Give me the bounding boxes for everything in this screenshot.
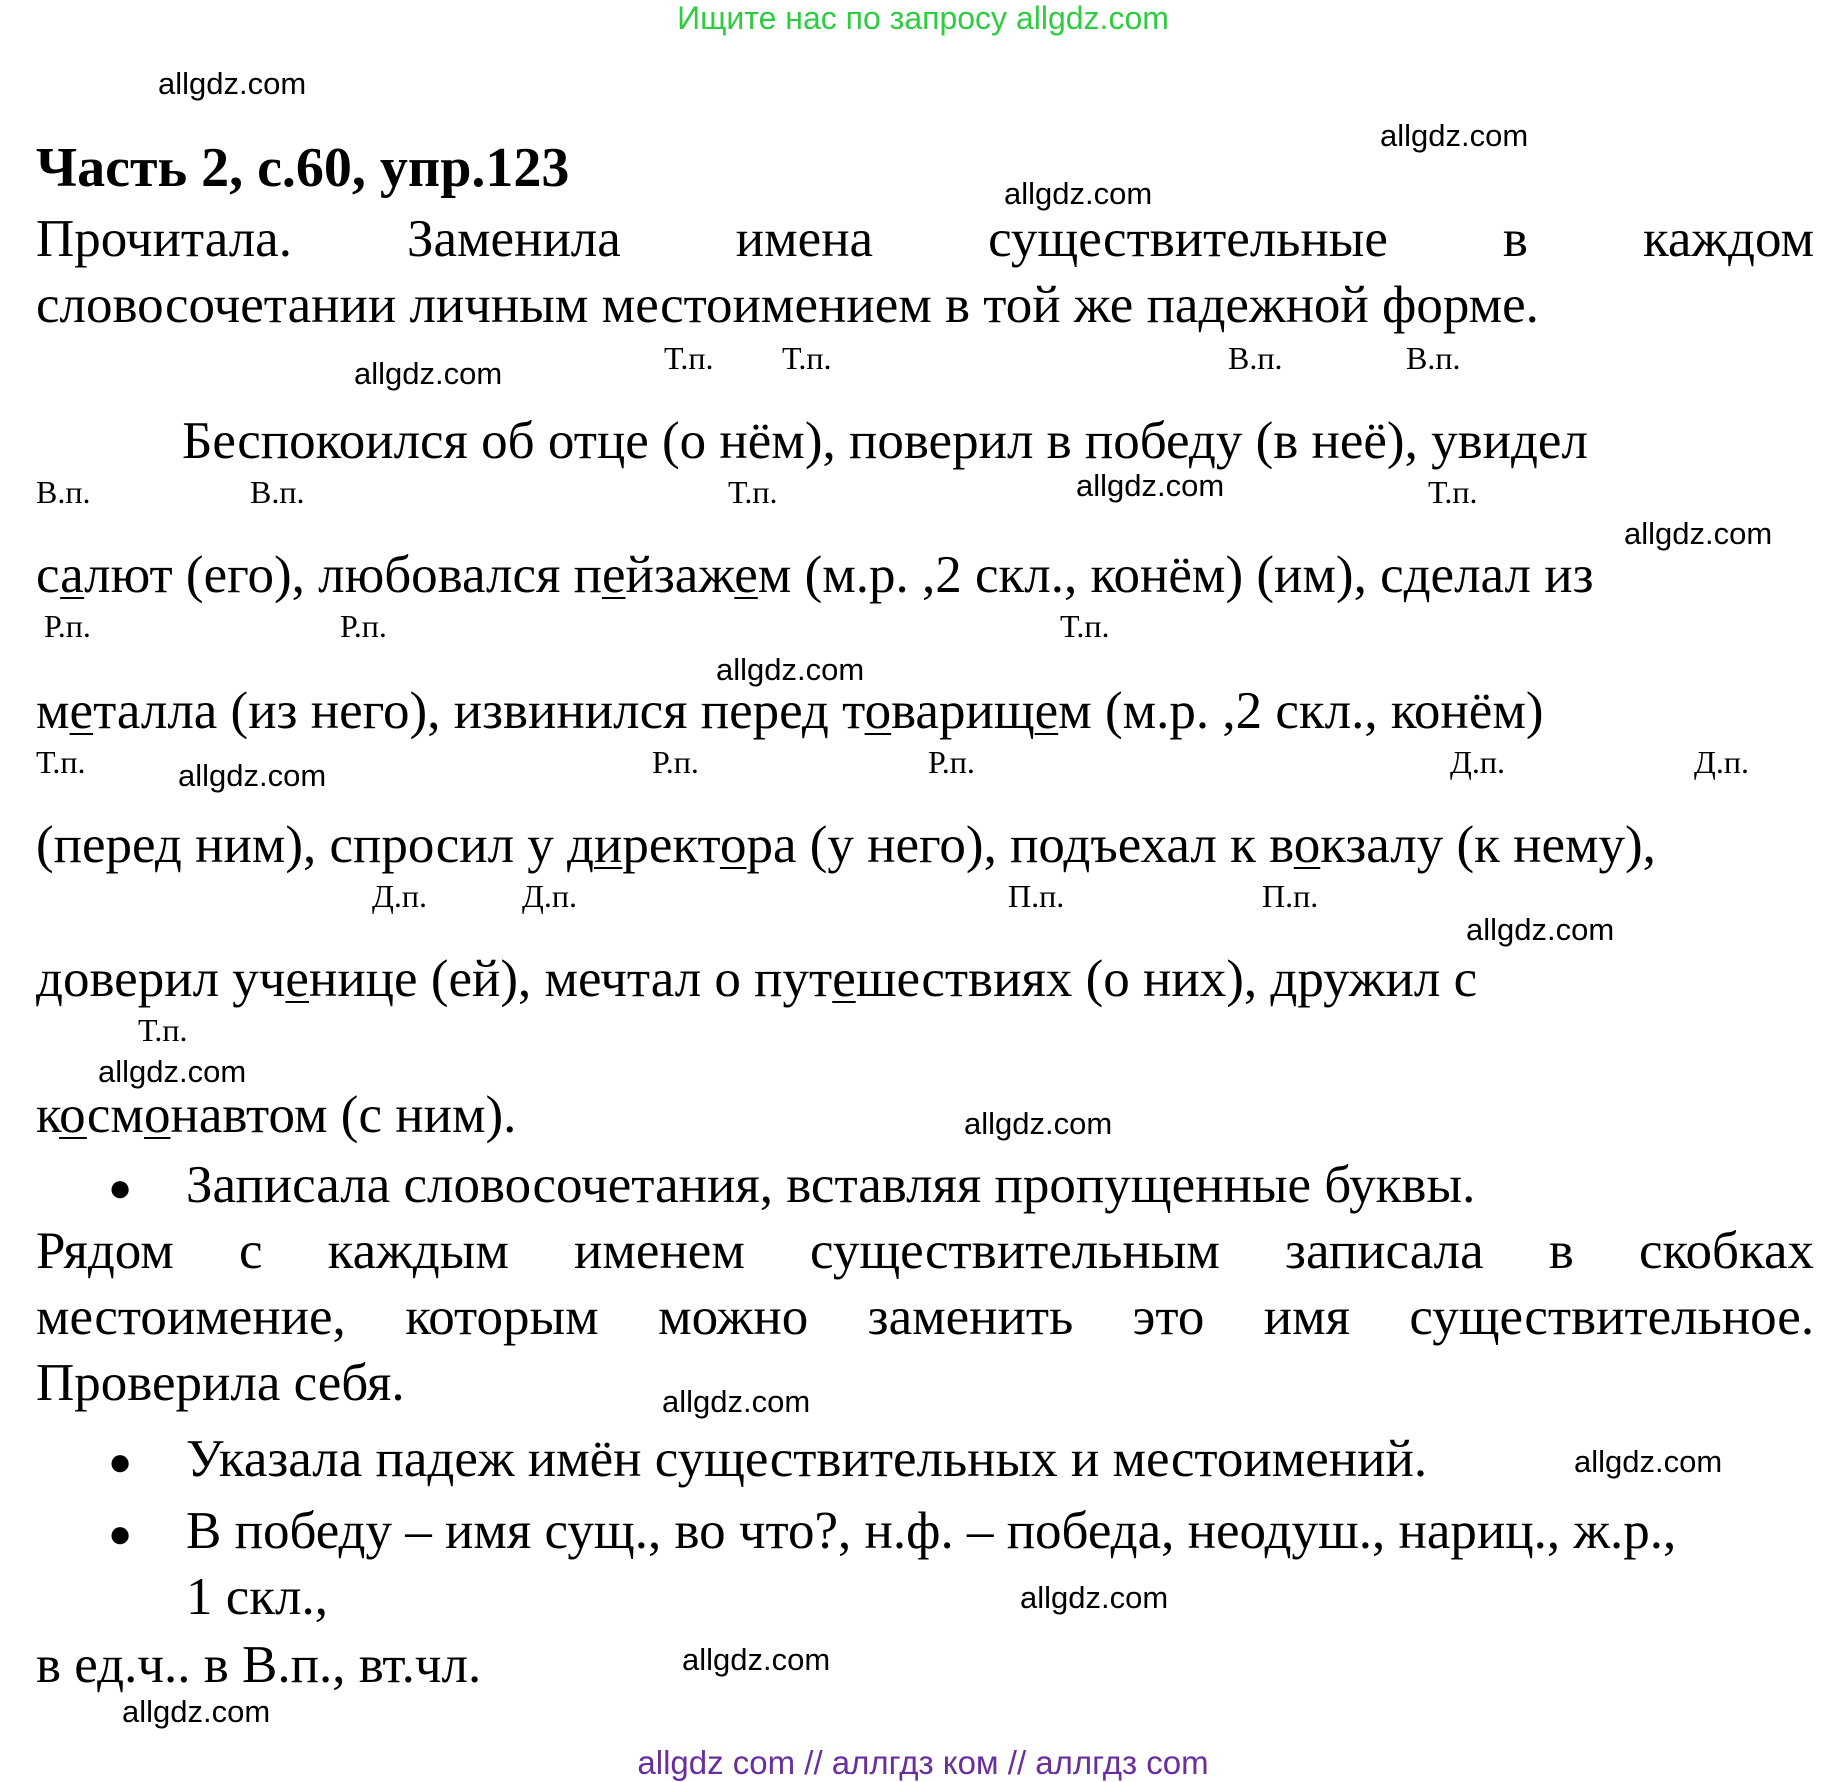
main-line-1: Беспокоился об отце (о нём), поверил в победу (в неё), увидел bbox=[182, 412, 1588, 470]
bullet-item-1: Записала словосочетания, вставляя пропущенные буквы. bbox=[186, 1156, 1476, 1214]
word: записала bbox=[1285, 1222, 1484, 1280]
watermark: allgdz.com bbox=[354, 356, 503, 391]
word: Заменила bbox=[406, 210, 621, 268]
case-label: Т.п. bbox=[664, 340, 714, 376]
intro-line-2: словосочетании личным местоимением в той же падежной форме. bbox=[36, 276, 1539, 334]
word: имена bbox=[735, 210, 874, 268]
case-label: Р.п. bbox=[652, 744, 699, 780]
bullet-item-3-line-1: В победу – имя сущ., во что?, н.ф. – победа, неодуш., нариц., ж.р., bbox=[186, 1502, 1677, 1560]
watermark: allgdz.com bbox=[1466, 912, 1615, 947]
case-label: В.п. bbox=[1406, 340, 1461, 376]
watermark: allgdz.com bbox=[1380, 118, 1529, 153]
watermark: allgdz.com bbox=[1076, 468, 1225, 503]
final-line: в ед.ч.. в В.п., вт.чл. bbox=[36, 1636, 482, 1694]
case-label: Р.п. bbox=[928, 744, 975, 780]
case-label: Т.п. bbox=[728, 474, 778, 510]
case-label: Д.п. bbox=[1694, 744, 1749, 780]
text: рект bbox=[622, 816, 720, 874]
bullet-icon: ● bbox=[108, 1165, 133, 1210]
case-label: Т.п. bbox=[36, 744, 86, 780]
underlined-letter: е bbox=[601, 546, 626, 604]
underlined-letter: е bbox=[832, 950, 856, 1008]
case-label: Т.п. bbox=[1428, 474, 1478, 510]
word: существительным bbox=[810, 1222, 1220, 1280]
main-line-2 bbox=[36, 542, 1594, 608]
word: с bbox=[238, 1222, 263, 1280]
case-label: П.п. bbox=[1008, 878, 1065, 914]
word: каждым bbox=[327, 1222, 509, 1280]
word: можно bbox=[658, 1288, 809, 1346]
case-label: Т.п. bbox=[138, 1012, 188, 1048]
underlined-letter: е bbox=[285, 950, 309, 1008]
case-label: Д.п. bbox=[522, 878, 577, 914]
text: (перед ним), спросил у д bbox=[36, 816, 595, 874]
bullet-item-2: Указала падеж имён существительных и местоимений. bbox=[186, 1430, 1428, 1488]
case-label: Т.п. bbox=[1060, 608, 1110, 644]
watermark: allgdz.com bbox=[662, 1384, 811, 1419]
text: варищ bbox=[891, 682, 1035, 740]
main-line-6 bbox=[36, 1082, 516, 1148]
word: Прочитала. bbox=[36, 210, 292, 268]
case-label: Р.п. bbox=[340, 608, 387, 644]
word: именем bbox=[574, 1222, 745, 1280]
case-label: Р.п. bbox=[44, 608, 91, 644]
underlined-letter: е bbox=[734, 546, 758, 604]
underlined-letter: о bbox=[719, 816, 747, 874]
text: лют (его), любовался п bbox=[84, 546, 602, 604]
case-label: В.п. bbox=[36, 474, 91, 510]
text: см bbox=[86, 1086, 144, 1144]
watermark: allgdz.com bbox=[98, 1054, 247, 1089]
text: навтом (с ним). bbox=[170, 1086, 517, 1144]
text: шествиях (о них), дружил с bbox=[855, 950, 1478, 1008]
text: кзалу (к нему), bbox=[1320, 816, 1656, 874]
word: заменить bbox=[867, 1288, 1074, 1346]
watermark: allgdz.com bbox=[964, 1106, 1113, 1141]
word: это bbox=[1132, 1288, 1205, 1346]
text: м (м.р. ,2 скл., конём) bbox=[1058, 682, 1544, 740]
paragraph2-line-1 bbox=[36, 1218, 1814, 1284]
case-label: Д.п. bbox=[1450, 744, 1505, 780]
page-title: Часть 2, с.60, упр.123 bbox=[36, 137, 570, 199]
case-label: В.п. bbox=[1228, 340, 1283, 376]
footer-links: allgdz com // аллгдз ком // аллгдз com bbox=[637, 1744, 1209, 1781]
word: Рядом bbox=[36, 1222, 174, 1280]
underlined-letter: е bbox=[69, 682, 94, 740]
main-line-5 bbox=[36, 946, 1477, 1012]
case-label: В.п. bbox=[250, 474, 305, 510]
watermark: allgdz.com bbox=[682, 1642, 831, 1677]
word: в bbox=[1548, 1222, 1574, 1280]
text: ра (у него), подъехал к в bbox=[746, 816, 1294, 874]
watermark: allgdz.com bbox=[1004, 176, 1153, 211]
watermark: allgdz.com bbox=[716, 652, 865, 687]
case-label: Д.п. bbox=[372, 878, 427, 914]
text: нице (ей), мечтал о пут bbox=[308, 950, 833, 1008]
paragraph2-line-2 bbox=[36, 1284, 1814, 1350]
text: к bbox=[36, 1086, 60, 1144]
word: имя bbox=[1263, 1288, 1351, 1346]
underlined-letter: о bbox=[864, 682, 892, 740]
watermark: allgdz.com bbox=[1624, 516, 1773, 551]
word: каждом bbox=[1642, 210, 1815, 268]
watermark: allgdz.com bbox=[1574, 1444, 1723, 1479]
main-line-3 bbox=[36, 678, 1544, 744]
underlined-letter: е bbox=[1034, 682, 1059, 740]
word: существительные bbox=[988, 210, 1388, 268]
word: в bbox=[1502, 210, 1528, 268]
underlined-letter: о bbox=[143, 1086, 171, 1144]
word: существительное. bbox=[1409, 1288, 1815, 1346]
underlined-letter: о bbox=[1293, 816, 1321, 874]
underlined-letter: о bbox=[59, 1086, 87, 1144]
bullet-icon: ● bbox=[108, 1439, 133, 1484]
text: м (м.р. ,2 скл., конём) (им), сделал из bbox=[757, 546, 1594, 604]
underlined-letter: а bbox=[60, 546, 85, 604]
text: талла (из него), извинился перед т bbox=[93, 682, 865, 740]
watermark: allgdz.com bbox=[178, 758, 327, 793]
intro-line-1 bbox=[36, 206, 1814, 272]
bullet-item-3-line-2: 1 скл., bbox=[186, 1568, 328, 1626]
word: скобках bbox=[1638, 1222, 1814, 1280]
word: местоимение, bbox=[36, 1288, 346, 1346]
case-label: П.п. bbox=[1262, 878, 1319, 914]
word: которым bbox=[405, 1288, 599, 1346]
paragraph2-line-3: Проверила себя. bbox=[36, 1354, 405, 1412]
text: йзаж bbox=[625, 546, 735, 604]
text: с bbox=[36, 546, 61, 604]
search-banner: Ищите нас по запросу allgdz.com bbox=[677, 0, 1169, 36]
underlined-letter: и bbox=[594, 816, 623, 874]
text: доверил уч bbox=[36, 950, 286, 1008]
watermark: allgdz.com bbox=[158, 66, 307, 101]
case-label: Т.п. bbox=[782, 340, 832, 376]
bullet-icon: ● bbox=[108, 1511, 133, 1556]
main-line-4 bbox=[36, 812, 1656, 878]
watermark: allgdz.com bbox=[122, 1694, 271, 1729]
watermark: allgdz.com bbox=[1020, 1580, 1169, 1615]
text: м bbox=[36, 682, 70, 740]
